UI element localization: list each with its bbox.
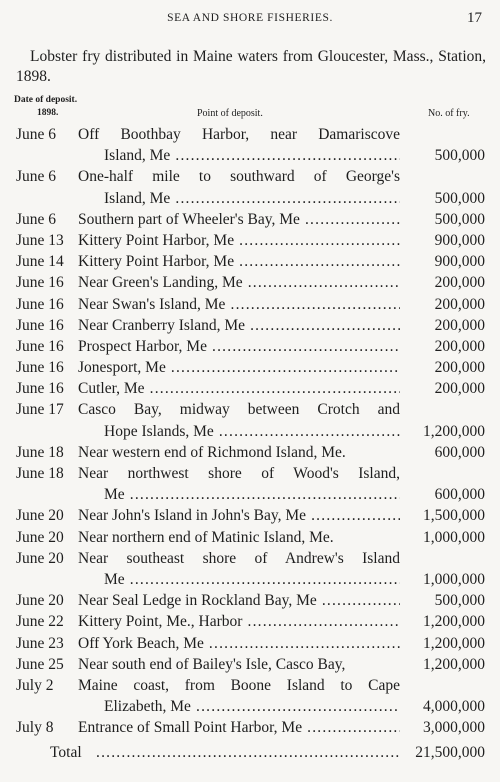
deposit-point: Off York Beach, Me ..... (78, 633, 400, 654)
deposit-point: Near western end of Richmond Island, Me. (78, 443, 346, 461)
table-row (0, 590, 500, 611)
deposit-point: Kittery Point Harbor, Me ..... (78, 251, 400, 272)
deposit-point: Near Seal Ledge in Rockland Bay, Me ..... (78, 590, 400, 611)
table-row (0, 378, 500, 399)
table-caption: Lobster fry distributed in Maine waters from Gloucester, Mass., Station, 1898. (16, 48, 486, 85)
row-line (0, 527, 500, 548)
deposit-date: June 18 (16, 443, 64, 461)
fry-count: 200,000 (434, 337, 485, 355)
table-row (0, 294, 500, 315)
fry-count: 1,000,000 (423, 528, 485, 546)
year-column-heading: 1898. (37, 108, 59, 118)
row-line (0, 675, 500, 696)
table-row (0, 336, 500, 357)
fry-count: 500,000 (434, 210, 485, 228)
row-line (0, 378, 500, 399)
row-line (0, 166, 500, 187)
row-line (0, 654, 500, 675)
table-row (0, 527, 500, 548)
fry-count: 1,200,000 (423, 613, 485, 631)
running-head (0, 10, 500, 28)
fry-count: 600,000 (434, 486, 485, 504)
table-row (0, 272, 500, 293)
table-row (0, 505, 500, 526)
fry-count: 1,500,000 (423, 507, 485, 525)
row-line (0, 717, 500, 738)
fry-count: 200,000 (434, 295, 485, 313)
deposit-point: Jonesport, Me ..... (78, 357, 400, 378)
deposit-point: Island, Me ..... (104, 188, 400, 209)
deposit-date: June 16 (16, 380, 64, 398)
row-line (0, 315, 500, 336)
table-row (0, 675, 500, 717)
fry-count: 200,000 (434, 380, 485, 398)
deposit-point: Casco Bay, midway between Crotch and (78, 401, 400, 419)
deposit-date: June 20 (16, 528, 64, 546)
deposit-date: July 8 (16, 719, 54, 737)
deposit-point: Island, Me ..... (104, 145, 400, 166)
deposit-date: June 14 (16, 253, 64, 271)
fry-count: 900,000 (434, 231, 485, 249)
row-line (0, 336, 500, 357)
fry-count: 1,200,000 (423, 655, 485, 673)
deposit-point: Me ..... (104, 484, 400, 505)
deposit-date: June 6 (16, 168, 57, 186)
row-continuation-line (0, 421, 500, 442)
deposit-date: June 22 (16, 613, 64, 631)
deposit-point: Near Swan's Island, Me ..... (78, 294, 400, 315)
fry-count: 500,000 (434, 189, 485, 207)
table-row (0, 357, 500, 378)
row-line (0, 548, 500, 569)
fry-count: 500,000 (434, 147, 485, 165)
deposit-point: Kittery Point Harbor, Me ..... (78, 230, 400, 251)
table-row (0, 230, 500, 251)
deposit-point: Hope Islands, Me ..... (104, 421, 400, 442)
row-continuation-line (0, 484, 500, 505)
row-continuation-line (0, 696, 500, 717)
deposit-date: June 13 (16, 231, 64, 249)
running-title: SEA AND SHORE FISHERIES. (167, 12, 333, 24)
deposit-date: June 16 (16, 316, 64, 334)
row-line (0, 357, 500, 378)
page-number: 17 (467, 10, 482, 26)
row-line (0, 209, 500, 230)
deposit-date: June 23 (16, 634, 64, 652)
deposit-date: July 2 (16, 676, 54, 694)
table-row (0, 611, 500, 632)
deposit-date: June 20 (16, 549, 64, 567)
row-continuation-line (0, 569, 500, 590)
table-row (0, 463, 500, 505)
total-label: Total (50, 744, 82, 761)
table-row (0, 717, 500, 738)
row-line (0, 124, 500, 145)
row-line (0, 590, 500, 611)
row-continuation-line (0, 188, 500, 209)
fry-count: 4,000,000 (423, 698, 485, 716)
fry-column-heading: No. of fry. (428, 108, 470, 119)
fry-count: 200,000 (434, 359, 485, 377)
row-line (0, 230, 500, 251)
deposit-point: Off Boothbay Harbor, near Damariscove (78, 126, 400, 143)
deposit-point: Elizabeth, Me ..... (104, 696, 400, 717)
row-line (0, 251, 500, 272)
row-line (0, 611, 500, 632)
table-row (0, 209, 500, 230)
point-column-heading: Point of deposit. (197, 108, 263, 119)
row-line (0, 272, 500, 293)
table-row (0, 633, 500, 654)
table-row (0, 548, 500, 590)
deposit-date: June 16 (16, 359, 64, 377)
fry-count: 1,200,000 (423, 634, 485, 652)
date-column-heading: Date of deposit. (14, 95, 78, 105)
row-line (0, 442, 500, 463)
fry-count: 1,200,000 (423, 422, 485, 440)
deposit-point: Cutler, Me ..... (78, 378, 400, 399)
fry-count: 200,000 (434, 316, 485, 334)
total-value: 21,500,000 (415, 744, 485, 761)
deposit-point: Me ..... (104, 569, 400, 590)
row-line (0, 633, 500, 654)
deposit-date: June 20 (16, 507, 64, 525)
deposit-point: Kittery Point, Me., Harbor ..... (78, 611, 400, 632)
deposit-point: Prospect Harbor, Me ..... (78, 336, 400, 357)
deposit-table (0, 124, 500, 738)
fry-count: 500,000 (434, 592, 485, 610)
table-row (0, 399, 500, 441)
table-row (0, 654, 500, 675)
total-row (0, 741, 500, 765)
deposit-point: Near southeast shore of Andrew's Island (78, 549, 400, 567)
deposit-date: June 6 (16, 126, 57, 143)
deposit-point: Maine coast, from Boone Island to Cape (78, 676, 400, 694)
fry-count: 1,000,000 (423, 570, 485, 588)
row-continuation-line (0, 145, 500, 166)
deposit-date: June 16 (16, 295, 64, 313)
deposit-point: Near south end of Bailey's Isle, Casco Bay, (78, 655, 346, 673)
deposit-point: Near northwest shore of Wood's Island, (78, 465, 400, 482)
deposit-point: Near northern end of Matinic Island, Me. (78, 528, 334, 546)
table-row (0, 166, 500, 208)
row-line (0, 294, 500, 315)
deposit-date: June 25 (16, 655, 64, 673)
deposit-point: Near Cranberry Island, Me ..... (78, 315, 400, 336)
deposit-date: June 17 (16, 401, 64, 419)
deposit-point: Entrance of Small Point Harbor, Me ..... (78, 717, 400, 738)
deposit-point: Near John's Island in John's Bay, Me ..... (78, 505, 400, 526)
deposit-date: June 20 (16, 592, 64, 610)
deposit-point: One-half mile to southward of George's (78, 168, 400, 186)
row-line (0, 399, 500, 420)
fry-count: 900,000 (434, 253, 485, 271)
fry-count: 200,000 (434, 274, 485, 292)
fry-count: 3,000,000 (423, 719, 485, 737)
table-row (0, 442, 500, 463)
deposit-date: June 6 (16, 210, 57, 228)
leader-dots (96, 741, 400, 765)
fry-count: 600,000 (434, 443, 485, 461)
table-row (0, 251, 500, 272)
row-line (0, 463, 500, 484)
deposit-date: June 16 (16, 337, 64, 355)
row-line (0, 505, 500, 526)
deposit-point: Southern part of Wheeler's Bay, Me ..... (78, 209, 400, 230)
table-row (0, 315, 500, 336)
deposit-point: Near Green's Landing, Me ..... (78, 272, 400, 293)
table-row (0, 124, 500, 166)
deposit-date: June 18 (16, 465, 64, 482)
deposit-date: June 16 (16, 274, 64, 292)
